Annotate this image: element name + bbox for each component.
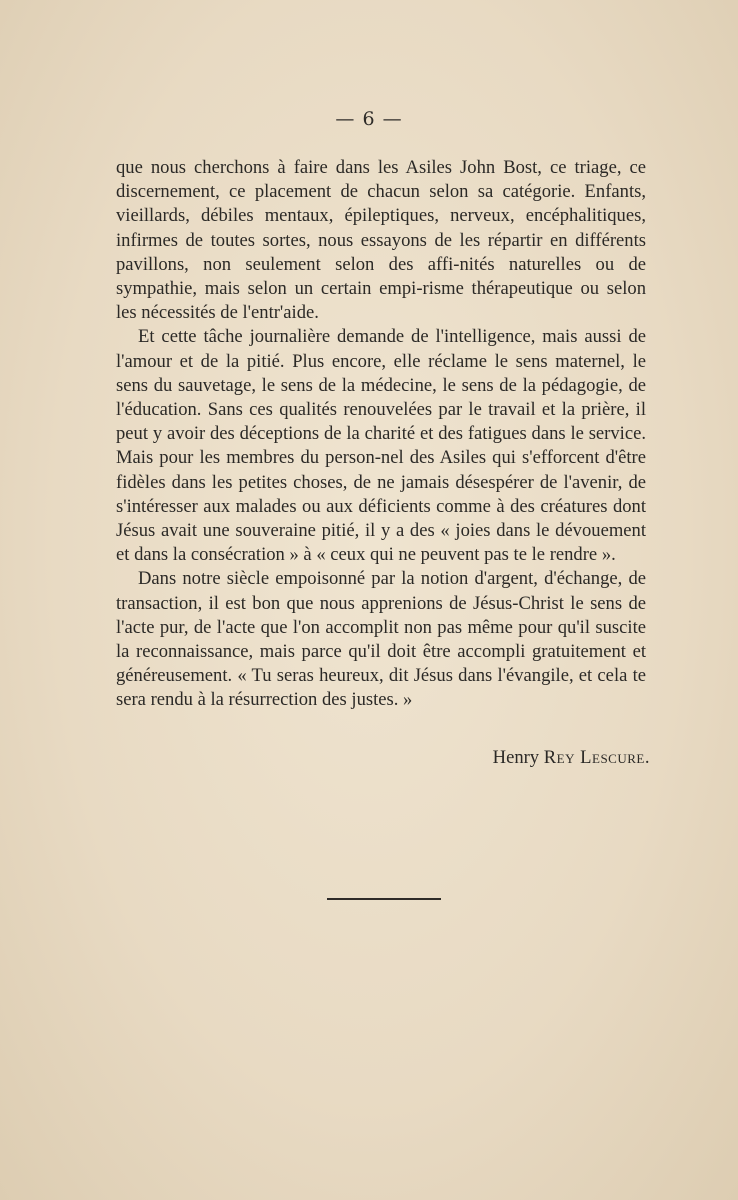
paragraph-2: Et cette tâche journalière demande de l'intelligence, mais aussi de l'amour et de la pitié. Plus encore, elle réclame le sens maternel, le sens du sauvetage, le sens de la médecine, le sens de la pédagogie, de l'éducation. Sans ces qualités renouvelées par le travail et la prière, il peut y avoir des déceptions de la charité et des fatigues dans le service. Mais pour les membres du person-nel des Asiles qui s'efforcent d'être fidèles dans les petites choses, de ne jamais désespérer de l'avenir, de s'intéresser aux malades ou aux déficients comme à des créatures dont Jésus avait une souveraine pitié, il y a des « joies dans le dévouement et dans la consécration » à « ceux qui ne peuvent pas te le rendre ».: [116, 326, 646, 566]
author-signature: [400, 747, 650, 769]
body-text: [116, 156, 646, 713]
author-last-name: Rey Lescure.: [543, 747, 650, 768]
closing-rule: [327, 898, 441, 900]
paragraph-3: Dans notre siècle empoisonné par la notion d'argent, d'échange, de transaction, il est bon que nous apprenions de Jésus-Christ le sens de l'acte pur, de l'acte que l'on accomplit non pas même pour qu'il suscite la reconnaissance, mais parce qu'il doit être accompli gratuitement et généreusement. « Tu seras heureux, dit Jésus dans l'évangile, et cela te sera rendu à la résurrection des justes. »: [116, 568, 646, 711]
page-number: — 6 —: [335, 108, 403, 130]
author-first-name: Henry: [492, 747, 540, 768]
paragraph-1: que nous cherchons à faire dans les Asiles John Bost, ce triage, ce discernement, ce placement de chacun selon sa catégorie. Enfants, vieillards, débiles mentaux, épileptiques, nerveux, encéphalitiques, infirmes de toutes sortes, nous essayons de les répartir en différents pavillons, non seulement selon des affi-nités naturelles ou de sympathie, mais selon un certain empi-risme thérapeutique ou selon les nécessités de l'entr'aide.: [116, 157, 646, 324]
